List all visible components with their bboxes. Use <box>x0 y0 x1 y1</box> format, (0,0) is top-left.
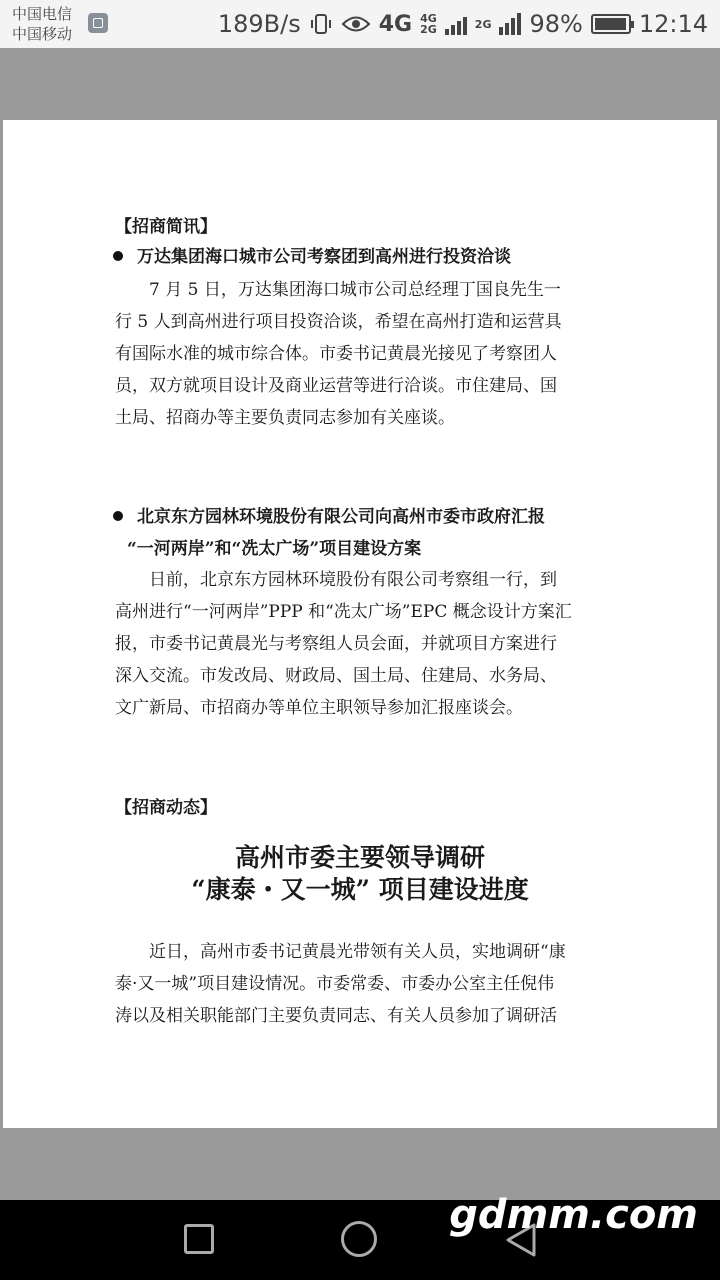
item1-line: 土局、招商办等主要负责同志参加有关座谈。 <box>115 408 455 428</box>
signal-icon-2 <box>499 13 521 35</box>
article-body <box>115 936 611 1032</box>
item1-line: 7 月 5 日，万达集团海口城市公司总经理丁国良先生一 <box>149 280 561 300</box>
network-4g-small: 4G <box>420 12 437 25</box>
article-line: 涛以及相关职能部门主要负责同志、有关人员参加了调研活 <box>115 1006 557 1026</box>
document-content <box>3 120 717 1128</box>
carrier-1: 中国电信 <box>12 5 73 23</box>
item2-title-line1: 北京东方园林环境股份有限公司向高州市委市政府汇报 <box>137 507 545 527</box>
item2-line: 日前，北京东方园林环境股份有限公司考察组一行，到 <box>149 570 557 590</box>
network-2g-wrap <box>475 19 492 30</box>
battery-icon <box>591 14 631 34</box>
item2-title-line2: “一河两岸”和“冼太广场”项目建设方案 <box>127 539 422 559</box>
carrier-2: 中国移动 <box>12 25 73 43</box>
recent-apps-icon[interactable] <box>184 1224 214 1254</box>
item2-line: 文广新局、市招商办等单位主职领导参加汇报座谈会。 <box>115 698 523 718</box>
item1-line: 行 5 人到高州进行项目投资洽谈，希望在高州打造和运营具 <box>115 312 562 332</box>
item2-line: 高州进行“一河两岸”PPP 和“冼太广场”EPC 概念设计方案汇 <box>115 602 572 622</box>
image-notification-icon <box>88 13 108 33</box>
bullet-icon <box>113 251 123 261</box>
article-line: 近日，高州市委书记黄晨光带领有关人员，实地调研“康 <box>149 942 566 962</box>
network-4g-label: 4G <box>378 11 413 37</box>
bullet-icon <box>113 511 123 521</box>
section-title-dynamics: 【招商动态】 <box>115 798 217 818</box>
document-page[interactable] <box>3 120 717 1128</box>
watermark: gdmm.com <box>449 1192 698 1238</box>
vibrate-icon <box>309 12 333 36</box>
carrier-info <box>12 4 72 44</box>
home-icon[interactable] <box>341 1221 377 1257</box>
article-line: 泰·又一城”项目建设情况。市委常委、市委办公室主任倪伟 <box>115 974 555 994</box>
section-title-briefs: 【招商简讯】 <box>115 217 217 237</box>
item2-heading <box>113 501 613 565</box>
battery-fill <box>595 18 626 30</box>
signal-icon-1 <box>445 13 467 35</box>
item2-line: 报，市委书记黄晨光与考察组人员会面，并就项目方案进行 <box>115 634 557 654</box>
clock: 12:14 <box>638 10 708 38</box>
network-2g-label: 2G <box>474 17 492 31</box>
eye-comfort-icon <box>341 13 371 35</box>
net-speed: 189B/s <box>217 10 301 38</box>
status-indicators <box>218 0 708 48</box>
item1-title: 万达集团海口城市公司考察团到高州进行投资洽谈 <box>137 247 511 267</box>
dual-network-labels <box>420 13 437 35</box>
item1-body <box>115 274 611 434</box>
item1-line: 有国际水准的城市综合体。市委书记黄晨光接见了考察团人 <box>115 344 557 364</box>
item2-body <box>115 564 611 724</box>
status-bar <box>0 0 720 48</box>
item1-line: 员，双方就项目设计及商业运营等进行洽谈。市住建局、国 <box>115 376 557 396</box>
article-title-line2: “康泰・又一城” 项目建设进度 <box>191 875 529 904</box>
article-title-line1: 高州市委主要领导调研 <box>234 843 485 872</box>
item2-line: 深入交流。市发改局、财政局、国土局、住建局、水务局、 <box>115 666 557 686</box>
item1-heading <box>113 241 613 273</box>
network-2g-small: 2G <box>420 23 437 36</box>
battery-percent: 98% <box>529 10 583 38</box>
